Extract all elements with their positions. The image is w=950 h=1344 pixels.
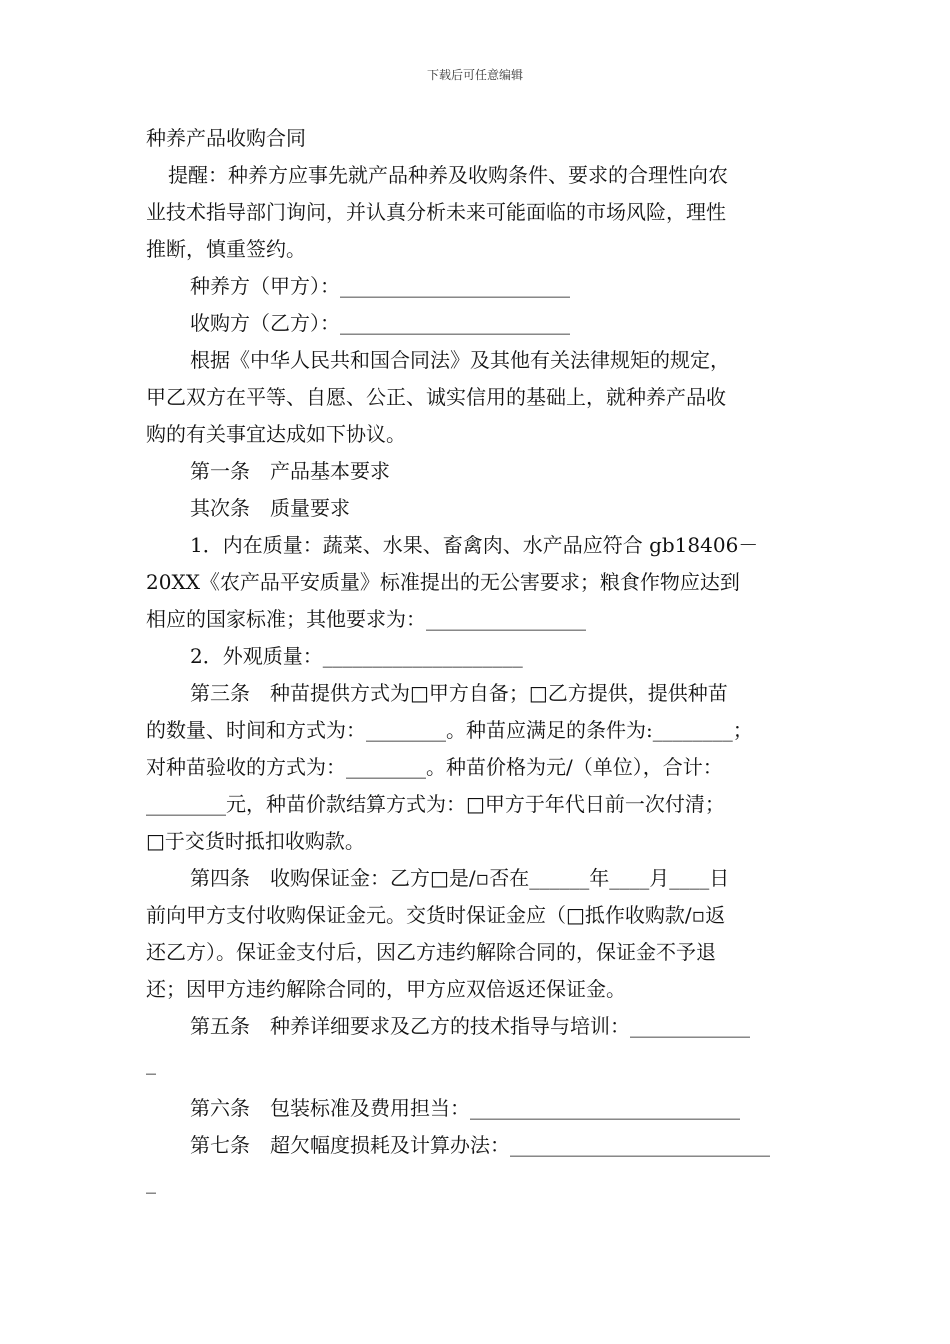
document-title: 种养产品收购合同 <box>146 126 306 150</box>
paragraph-line: 提醒：种养方应事先就产品种养及收购条件、要求的合理性向农 <box>168 163 728 187</box>
paragraph-line: ________元，种苗价款结算方式为：□甲方于年代日前一次付清； <box>146 792 725 816</box>
paragraph-line: 第七条 超欠幅度损耗及计算办法：__________________________ <box>190 1133 770 1157</box>
paragraph-line: 的数量、时间和方式为：________。种苗应满足的条件为:________； <box>146 718 753 742</box>
page-header-note: 下载后可任意编辑 <box>426 68 523 82</box>
paragraph-line: □于交货时抵扣收购款。 <box>146 829 365 853</box>
paragraph-line: 业技术指导部门询问，并认真分析未来可能面临的市场风险，理性 <box>146 200 726 224</box>
paragraph-line: 第六条 包装标准及费用担当：___________________________ <box>190 1096 740 1120</box>
paragraph-line: 2．外观质量：____________________ <box>190 644 523 668</box>
party-b-field: 收购方（乙方）：_______________________ <box>190 311 570 335</box>
paragraph-line: 第五条 种养详细要求及乙方的技术指导与培训：____________ <box>190 1014 750 1038</box>
paragraph-line: 第三条 种苗提供方式为□甲方自备；□乙方提供，提供种苗 <box>190 681 728 705</box>
paragraph-line: 推断，慎重签约。 <box>146 237 306 261</box>
paragraph-line: 第四条 收购保证金：乙方□是/▫否在______年____月____日 <box>190 866 730 890</box>
paragraph-line: 1．内在质量：蔬菜、水果、畜禽肉、水产品应符合 gb18406－ <box>190 533 759 557</box>
paragraph-line: _ <box>146 1051 156 1075</box>
party-a-field: 种养方（甲方）：_______________________ <box>190 274 570 298</box>
paragraph-line: 还乙方）。保证金支付后，因乙方违约解除合同的，保证金不予退 <box>146 940 716 964</box>
paragraph-line: 相应的国家标准；其他要求为：________________ <box>146 607 586 631</box>
paragraph-line: _ <box>146 1170 156 1194</box>
document-body <box>146 120 812 1209</box>
article-heading: 其次条 质量要求 <box>190 496 350 520</box>
paragraph-line: 20XX《农产品平安质量》标准提出的无公害要求；粮食作物应达到 <box>146 570 740 594</box>
article-heading: 第一条 产品基本要求 <box>190 459 390 483</box>
paragraph-line: 甲乙双方在平等、自愿、公正、诚实信用的基础上，就种养产品收 <box>146 385 726 409</box>
paragraph-line: 还；因甲方违约解除合同的，甲方应双倍返还保证金。 <box>146 977 626 1001</box>
paragraph-line: 根据《中华人民共和国合同法》及其他有关法律规矩的规定， <box>190 348 730 372</box>
paragraph-line: 对种苗验收的方式为：________。种苗价格为元/（单位），合计： <box>146 755 723 779</box>
paragraph-line: 购的有关事宜达成如下协议。 <box>146 422 406 446</box>
paragraph-line: 前向甲方支付收购保证金元。交货时保证金应（□抵作收购款/▫返 <box>146 903 726 927</box>
